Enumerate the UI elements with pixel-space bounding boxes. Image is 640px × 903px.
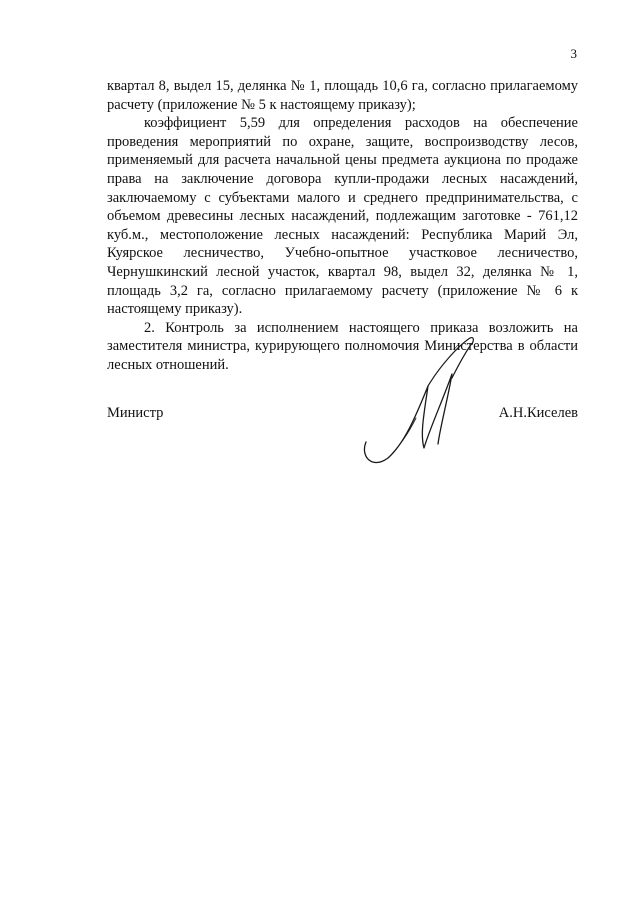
- signer-name: А.Н.Киселев: [498, 405, 578, 421]
- handwritten-signature: [358, 330, 478, 470]
- signer-title: Министр: [107, 405, 164, 421]
- paragraph-coefficient: коэффициент 5,59 для определения расходов на обеспечение проведения мероприятий по охране, защите, воспроизводству лесов, применяемый для расчета начальной цены предмета аукциона по продаже права на заключение договора купли-продажи лесных насаждений, заключаемому с субъектами малого и среднего предпринимательства, с объемом древесины лесных насаждений, подлежащим заготовке - 761,12 куб.м., местоположение лесных насаждений: Республика Марий Эл, Куярское лесничество, Учебно-опытное участковое лесничество, Чернушкинский лесной участок, квартал 98, выдел 32, делянка № 1, площадь 3,2 га, согласно прилагаемому расчету (приложение № 6 к настоящему приказу).: [107, 115, 578, 318]
- signature-block: [107, 404, 578, 428]
- document-body: [107, 77, 578, 375]
- paragraph-continuation: квартал 8, выдел 15, делянка № 1, площадь 10,6 га, согласно прилагаемому расчету (приложение № 5 к настоящему приказу);: [107, 78, 578, 113]
- paragraph-control: 2. Контроль за исполнением настоящего приказа возложить на заместителя министра, курирующего полномочия Министерства в области лесных отношений.: [107, 319, 578, 373]
- page-number: 3: [570, 46, 577, 61]
